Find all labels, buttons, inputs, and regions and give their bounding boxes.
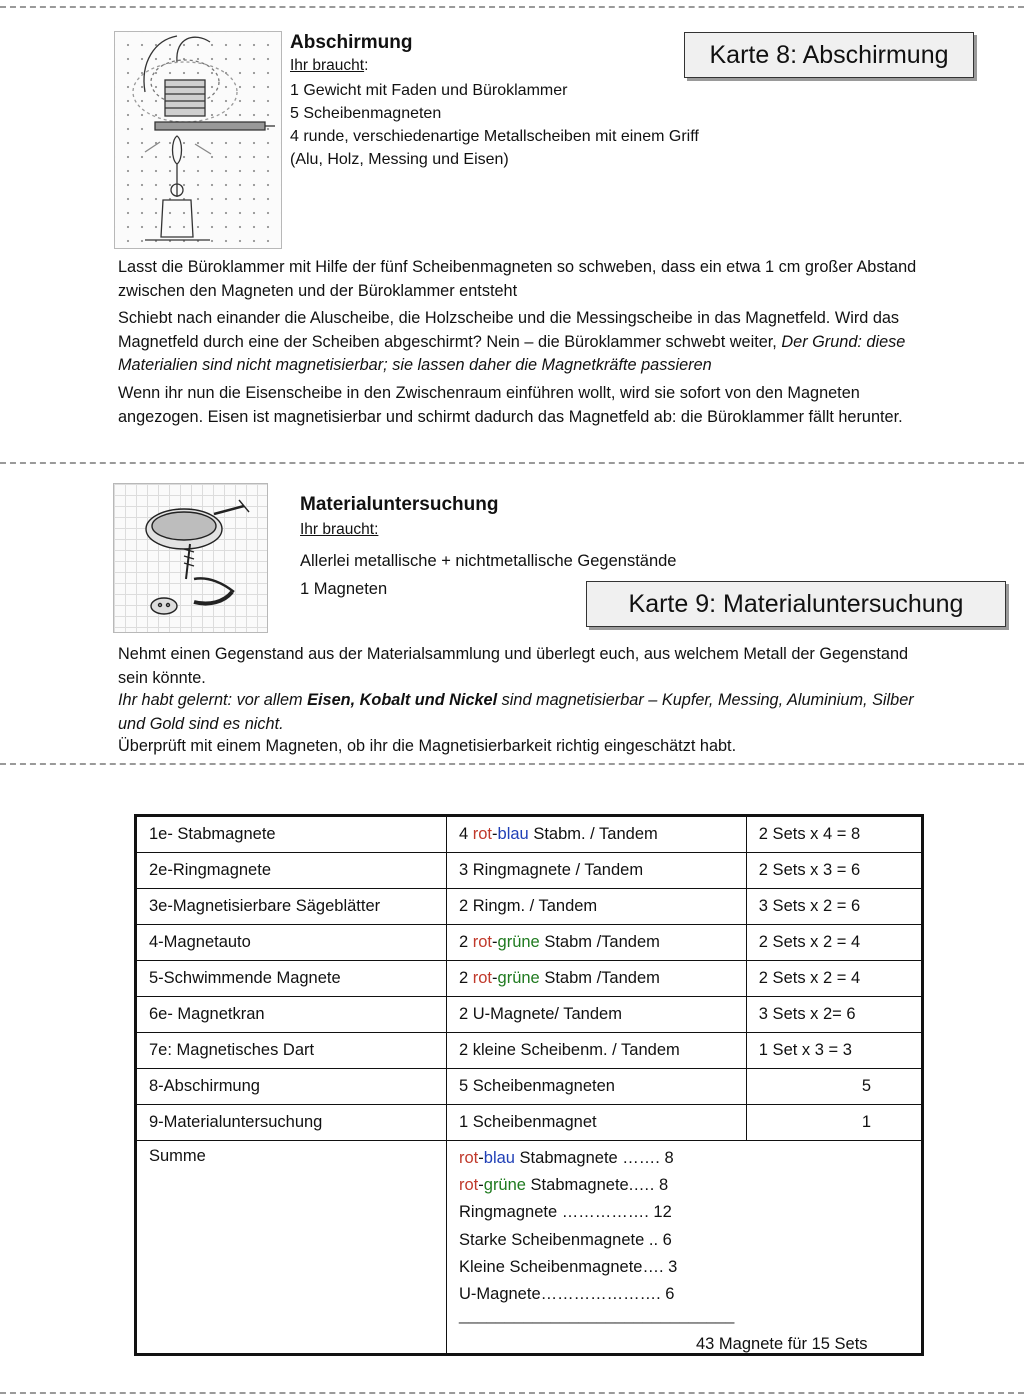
table-cell-material: 3 Ringmagnete / Tandem: [447, 853, 747, 889]
card8-heading: Abschirmung: [290, 32, 413, 53]
card8-paragraph-2: [118, 307, 968, 378]
summe-l1-rest: Stabmagnete ……. 8: [514, 1149, 674, 1167]
table-cell-station: 2e-Ringmagnete: [136, 853, 447, 889]
table-row: [136, 1033, 923, 1069]
material-sketch-image: [113, 483, 268, 633]
table-cell-sets: 2 Sets x 4 = 8: [746, 816, 922, 853]
material-sketch-drawing: [114, 484, 267, 632]
table-row-summe: [136, 1141, 923, 1355]
card8-need-label-colon: :: [364, 57, 369, 74]
row5-count: 2: [459, 969, 473, 987]
summe-l1-blau: blau: [483, 1149, 515, 1167]
table-cell-station: 3e-Magnetisierbare Sägeblätter: [136, 889, 447, 925]
table-row: [136, 961, 923, 997]
table-cell-station: 7e: Magnetisches Dart: [136, 1033, 447, 1069]
table-cell-material: [447, 961, 747, 997]
table-cell-sets: 2 Sets x 2 = 4: [746, 961, 922, 997]
card9-p2-post: sind magnetisierbar – Kupfer, Messing, Aluminium, Silber und Gold sind es nicht.: [118, 691, 914, 733]
card8-paragraph-2-reason: Der Grund: diese Materialien sind nicht magnetisierbar; sie lassen daher die Magnetkräfte passieren: [118, 332, 906, 374]
table-cell-sets: 1: [746, 1105, 922, 1141]
card8-item-3: 4 runde, verschiedenartige Metallscheiben mit einem Griff: [290, 128, 699, 145]
shielding-sketch-image: [114, 31, 282, 249]
table-cell-sets: 3 Sets x 2= 6: [746, 997, 922, 1033]
table-cell-station: 9-Materialuntersuchung: [136, 1105, 447, 1141]
table-cell-material: [447, 925, 747, 961]
table-cell-material: 2 Ringm. / Tandem: [447, 889, 747, 925]
card9-label-box: Karte 9: Materialuntersuchung: [586, 581, 1006, 627]
card9-p2-pre: Ihr habt gelernt: vor allem: [118, 691, 308, 709]
table-cell-material: 2 kleine Scheibenm. / Tandem: [447, 1033, 747, 1069]
summe-l2-rest: Stabmagnete.…. 8: [525, 1176, 669, 1195]
card8-paragraph-3: Wenn ihr nun die Eisenscheibe in den Zwischenraum einführen wollt, wird sie sofort von den Magneten angezogen. Eisen ist magnetisierbar und schirmt dadurch das Magnetfeld ab: die Büroklammer fällt herunter.: [118, 384, 903, 426]
summe-l2-dash: -: [478, 1176, 484, 1195]
table-row: [136, 925, 923, 961]
table-cell-summe-list: [447, 1141, 747, 1355]
row4-rest: Stabm /Tandem: [539, 933, 660, 951]
card9-need-label: Ihr braucht:: [300, 521, 379, 538]
table-cell-material: 1 Scheibenmagnet: [447, 1105, 747, 1141]
table-cell-summe-empty: [746, 1141, 922, 1355]
card8-need-label: [290, 57, 368, 75]
table-cell-sets: 2 Sets x 2 = 4: [746, 925, 922, 961]
row5-rot: rot: [472, 969, 493, 987]
row5-gruen: grüne: [497, 969, 540, 987]
table-row: [136, 889, 923, 925]
table-row: [136, 1069, 923, 1105]
card9-paragraph-2: [118, 689, 938, 736]
card9-paragraph-3: Überprüft mit einem Magneten, ob ihr die Magnetisierbarkeit richtig eingeschätzt habt.: [118, 737, 737, 755]
summe-line-rotblau: [459, 1145, 734, 1172]
cut-line-2: [0, 763, 1024, 765]
magnet-inventory-table: [134, 814, 924, 1356]
table-row: [136, 997, 923, 1033]
row4-dash: -: [492, 933, 498, 951]
card8-item-4: (Alu, Holz, Messing und Eisen): [290, 151, 509, 168]
table-row: [136, 1105, 923, 1141]
table-cell-station: 5-Schwimmende Magnete: [136, 961, 447, 997]
card9-item-2: 1 Magneten: [300, 580, 388, 598]
cut-line-1: [0, 462, 1024, 464]
row5-dash: -: [492, 969, 498, 987]
table-cell-station: 8-Abschirmung: [136, 1069, 447, 1105]
summe-line-starke: Starke Scheibenmagnete .. 6: [459, 1230, 672, 1249]
summe-l1-dash: -: [478, 1149, 484, 1167]
row1-blau: blau: [497, 825, 529, 843]
row1-count: 4: [459, 825, 473, 843]
table-cell-material: 2 U-Magnete/ Tandem: [447, 997, 747, 1033]
table-cell-sets: 3 Sets x 2 = 6: [746, 889, 922, 925]
card9-item-1: Allerlei metallische + nichtmetallische Gegenstände: [300, 552, 677, 570]
card8-item-2: 5 Scheibenmagneten: [290, 105, 442, 122]
card8-item-1: 1 Gewicht mit Faden und Büroklammer: [290, 82, 568, 99]
table-cell-sets: 2 Sets x 3 = 6: [746, 853, 922, 889]
row5-rest: Stabm /Tandem: [539, 969, 660, 987]
cut-line-bottom: [0, 1392, 1024, 1394]
card9-paragraph-1: Nehmt einen Gegenstand aus der Materialsammlung und überlegt euch, aus welchem Metall der Gegenstand sein könnte.: [118, 645, 909, 687]
summe-line-rotgruen: [459, 1172, 734, 1199]
row1-dash: -: [492, 825, 498, 843]
summe-line-ring: Ringmagnete ……………. 12: [459, 1203, 672, 1222]
row4-count: 2: [459, 933, 473, 951]
summe-line-u: U-Magnete…………………. 6: [459, 1285, 675, 1304]
shielding-sketch-drawing: [115, 32, 281, 248]
table-cell-material: [447, 816, 747, 853]
summe-l1-rot: rot: [459, 1149, 479, 1167]
card8-label-box: Karte 8: Abschirmung: [684, 32, 974, 78]
table-row: [136, 816, 923, 853]
table-cell-sets: 5: [746, 1069, 922, 1105]
card9-heading: Materialuntersuchung: [300, 494, 499, 515]
row4-gruen: grüne: [497, 933, 540, 951]
row1-rot: rot: [472, 825, 493, 843]
table-cell-material: 5 Scheibenmagneten: [447, 1069, 747, 1105]
table-cell-station: 6e- Magnetkran: [136, 997, 447, 1033]
summe-total: 43 Magnete für 15 Sets: [696, 1335, 868, 1353]
card8-paragraph-2-text: Schiebt nach einander die Aluscheibe, die Holzscheibe und die Messingscheibe in das Magnetfeld. Wird das Magnetfeld durch eine der Scheiben abgeschirmt? Nein – die Büroklammer schwebt weiter,: [118, 309, 900, 351]
summe-rule: ______________________________: [459, 1306, 735, 1325]
row1-rest: Stabm. / Tandem: [528, 825, 658, 843]
card9-p2-bold: Eisen, Kobalt und Nickel: [307, 691, 498, 709]
row4-rot: rot: [472, 933, 493, 951]
summe-l2-gruen: grüne: [483, 1176, 526, 1195]
summe-line-kleine: Kleine Scheibenmagnete…. 3: [459, 1257, 678, 1276]
cut-line-top: [0, 6, 1024, 8]
card8-need-label-text: Ihr braucht: [290, 57, 365, 74]
table-cell-sets: 1 Set x 3 = 3: [746, 1033, 922, 1069]
table-cell-station: 4-Magnetauto: [136, 925, 447, 961]
table-cell-summe-label: Summe: [136, 1141, 447, 1355]
table-row: [136, 853, 923, 889]
table-cell-station: 1e- Stabmagnete: [136, 816, 447, 853]
summe-l2-rot: rot: [459, 1176, 479, 1195]
card8-paragraph-1: Lasst die Büroklammer mit Hilfe der fünf Scheibenmagneten so schweben, dass ein etwa 1 cm großer Abstand zwischen den Magneten und der Büroklammer entsteht: [118, 258, 917, 300]
